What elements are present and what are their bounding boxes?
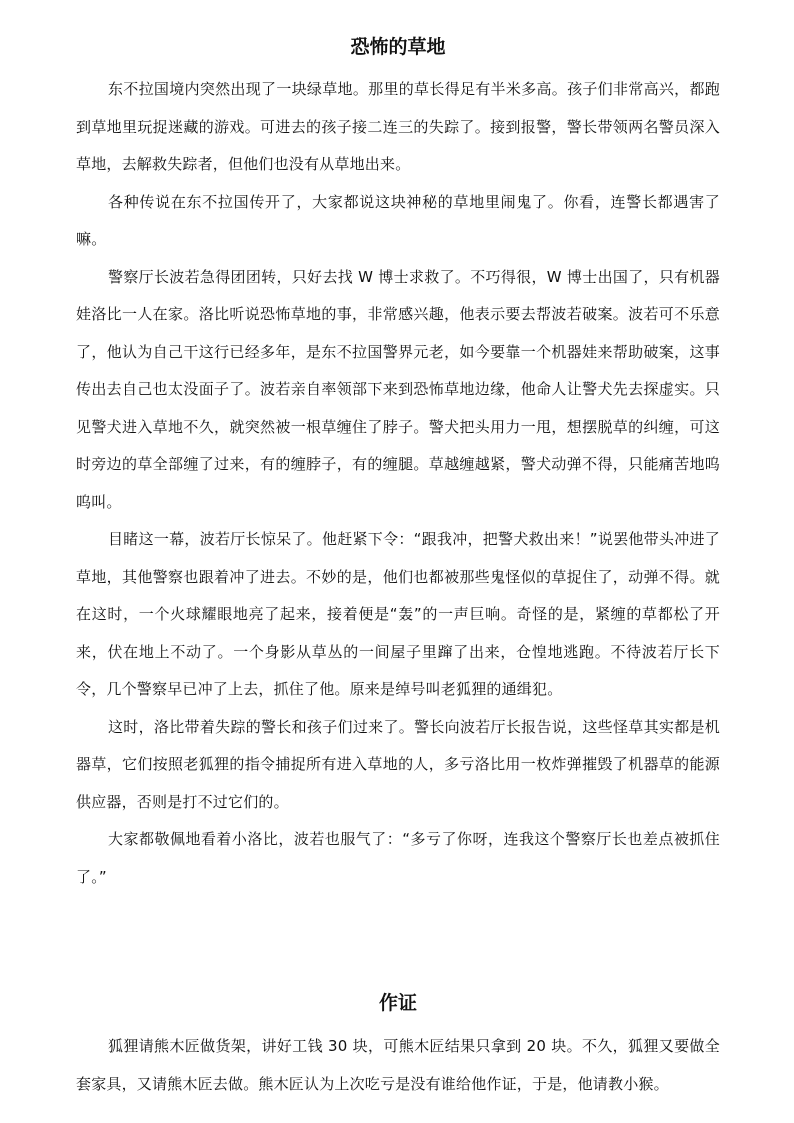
story-body-testimony [76, 1028, 720, 1103]
story-title-testimony: 作证 [378, 992, 417, 1014]
paragraph: 警察厅长波若急得团团转，只好去找 W 博士求救了。不巧得很，W 博士出国了，只有机器娃洛比一人在家。洛比听说恐怖草地的事，非常感兴趣，他表示要去帮波若破案。波若可不乐意了，他认为自己干这行已经多年，是东不拉国警界元老，如今要靠一个机器娃来帮助破案，这事传出去自己也太没面子了。波若亲自率领部下来到恐怖草地边缘，他命人让警犬先去探虚实。只见警犬进入草地不久，就突然被一根草缠住了脖子。警犬把头用力一甩，想摆脱草的纠缠，可这时旁边的草全部缠了过来，有的缠脖子，有的缠腿。草越缠越紧，警犬动弹不得，只能痛苦地呜呜叫。 [76, 267, 720, 511]
story-title-scary-grassland: 恐怖的草地 [350, 36, 446, 58]
story-body-scary-grassland [76, 71, 720, 896]
paragraph: 目睹这一幕，波若厅长惊呆了。他赶紧下令：“跟我冲，把警犬救出来！”说罢他带头冲进了草地，其他警察也跟着冲了进去。不妙的是，他们也都被那些鬼怪似的草捉住了，动弹不得。就在这时，一个火球耀眼地亮了起来，接着便是“轰”的一声巨响。奇怪的是，紧缠的草都松了开来，伏在地上不动了。一个身影从草丛的一间屋子里蹿了出来，仓惶地逃跑。不待波若厅长下令，几个警察早已冲了上去，抓住了他。原来是绰号叫老狐狸的通缉犯。 [76, 530, 720, 698]
paragraph: 这时，洛比带着失踪的警长和孩子们过来了。警长向波若厅长报告说，这些怪草其实都是机器草，它们按照老狐狸的指令捕捉所有进入草地的人，多亏洛比用一枚炸弹摧毁了机器草的能源供应器，否则是打不过它们的。 [76, 717, 720, 811]
paragraph: 大家都敬佩地看着小洛比，波若也服气了：“多亏了你呀，连我这个警察厅长也差点被抓住了。” [76, 830, 720, 886]
paragraph: 各种传说在东不拉国传开了，大家都说这块神秘的草地里闹鬼了。你看，连警长都遇害了嘛。 [76, 192, 720, 248]
paragraph: 狐狸请熊木匠做货架，讲好工钱 30 块，可熊木匠结果只拿到 20 块。不久，狐狸又要做全套家具，又请熊木匠去做。熊木匠认为上次吃亏是没有谁给他作证，于是，他请教小猴。 [76, 1037, 720, 1093]
paragraph: 东不拉国境内突然出现了一块绿草地。那里的草长得足有半米多高。孩子们非常高兴，都跑到草地里玩捉迷藏的游戏。可进去的孩子接二连三的失踪了。接到报警，警长带领两名警员深入草地，去解救失踪者，但他们也没有从草地出来。 [76, 80, 720, 173]
